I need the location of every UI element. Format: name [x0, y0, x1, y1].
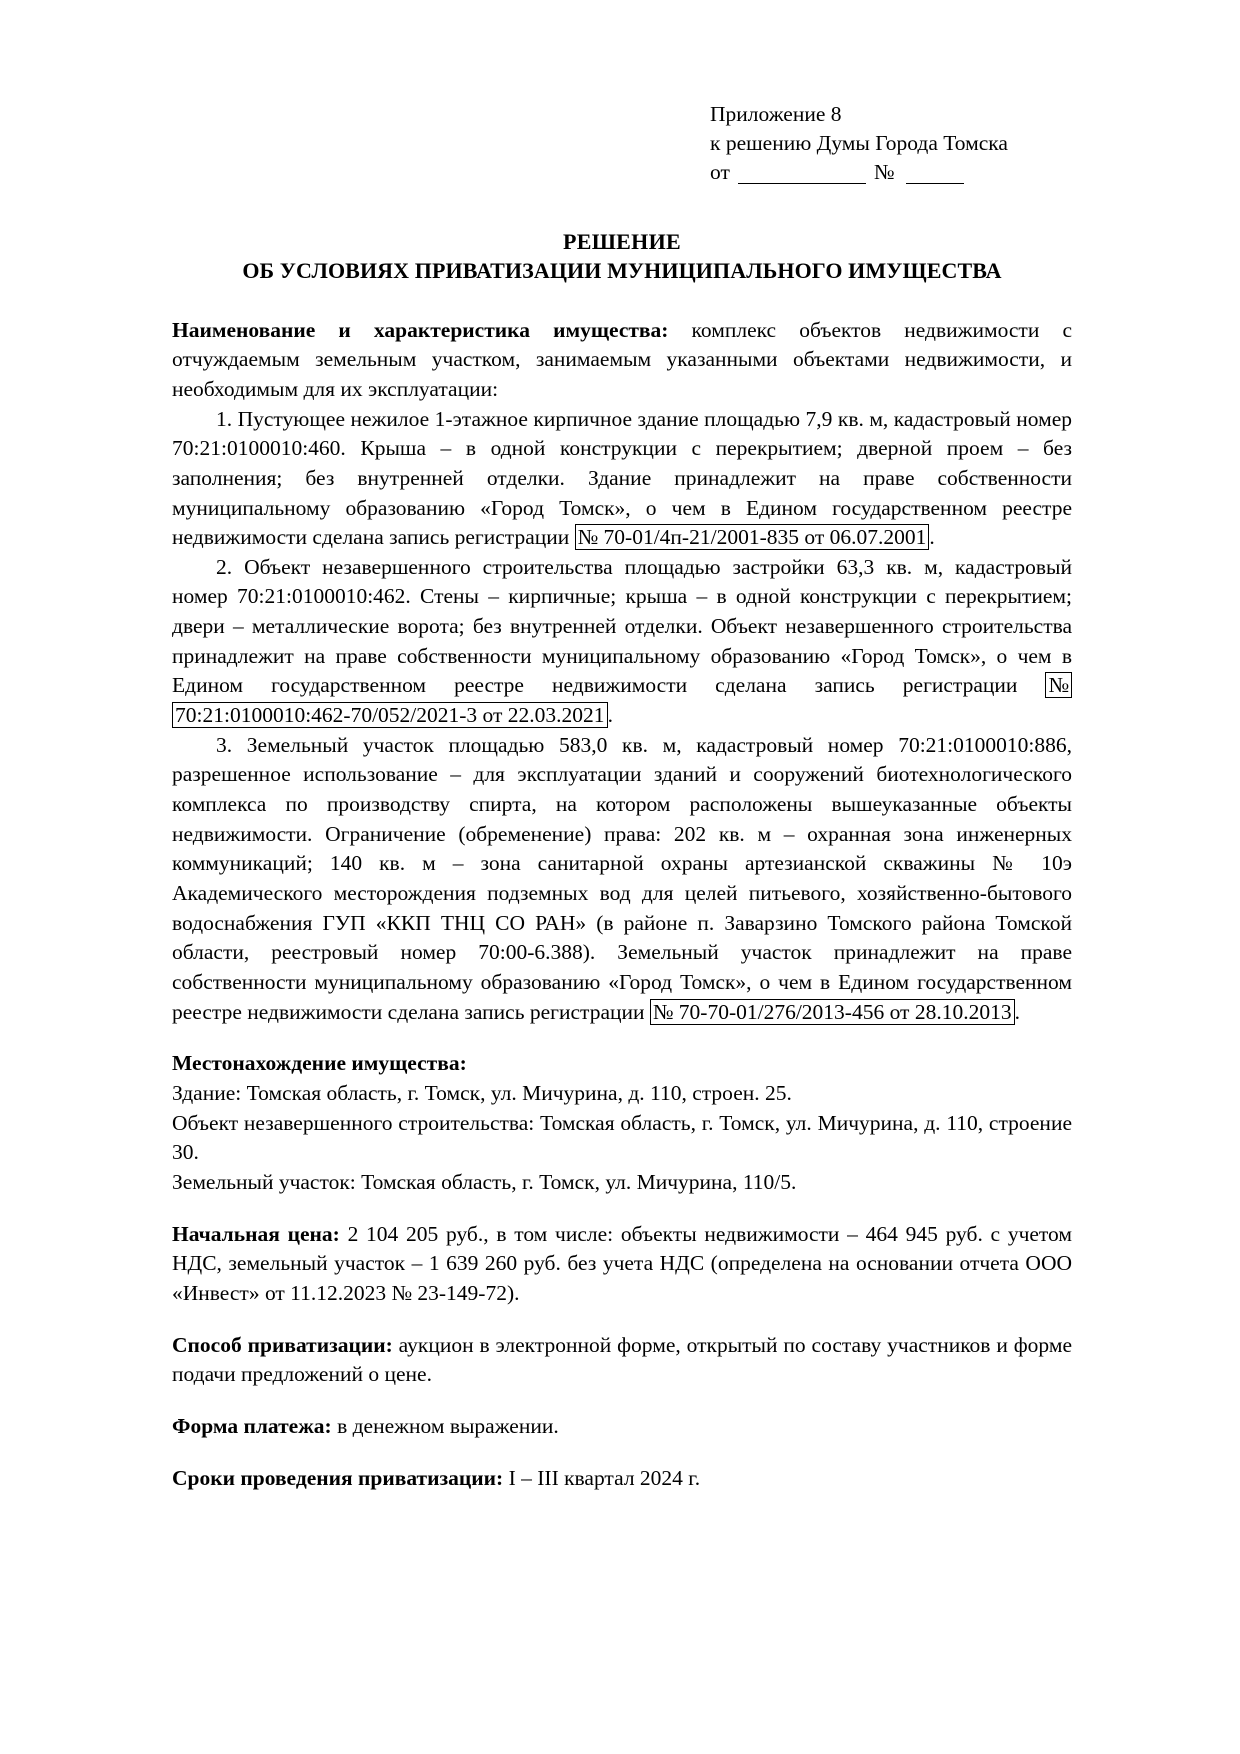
location-land-plot: Земельный участок: Томская область, г. Томск, ул. Мичурина, 110/5. [172, 1169, 797, 1194]
item-1-text: 1. Пустующее нежилое 1-этажное кирпичное здание площадью 7,9 кв. м, кадастровый номер 70:21:0100010:460. Крыша – в одной конструкции с перекрытием; дверной проем – без заполнения; без внутренней отделки. Здание принадлежит на праве собственности муниципальному образованию «Город Томск», о чем в Едином государственном реестре недвижимости сделана запись регистрации [172, 406, 1072, 550]
price-group [172, 1220, 1072, 1309]
property-item-3 [172, 731, 1072, 1028]
location-label: Местонахождение имущества: [172, 1051, 467, 1076]
payment-label: Форма платежа: [172, 1413, 332, 1438]
appendix-date-line [710, 158, 1072, 187]
property-name-label: Наименование и характеристика имущества: [172, 317, 669, 342]
appendix-number-blank[interactable] [906, 167, 964, 184]
location-building: Здание: Томская область, г. Томск, ул. Мичурина, д. 110, строен. 25. [172, 1080, 792, 1105]
item-1-text-end: . [929, 525, 935, 550]
title-line-1: РЕШЕНИЕ [563, 229, 681, 255]
payment-paragraph [172, 1412, 1072, 1442]
item-3-text-end: . [1014, 999, 1020, 1024]
appendix-date-blank[interactable] [738, 167, 866, 184]
terms-group [172, 1464, 1072, 1494]
method-paragraph [172, 1331, 1072, 1390]
item-2-text: 2. Объект незавершенного строительства площадью застройки 63,3 кв. м, кадастровый номер 70:21:0100010:462. Стены – кирпичные; крыша – в одной конструкции с перекрытием; двери – металлические ворота; без внутренней отделки. Объект незавершенного строительства принадлежит на праве собственности муниципальному образованию «Город Томск», о чем в Едином государственном реестре недвижимости сделана запись регистрации [172, 554, 1072, 698]
terms-label: Сроки проведения приватизации: [172, 1465, 504, 1490]
property-item-1 [172, 405, 1072, 553]
property-name-paragraph [172, 316, 1072, 405]
appendix-subtitle: к решению Думы Города Томска [710, 130, 1008, 155]
item-3-registration-box: № 70-70-01/276/2013-456 от 28.10.2013 [650, 999, 1015, 1025]
document-body [172, 316, 1072, 1494]
price-text: 2 104 205 руб., в том числе: объекты недвижимости – 464 945 руб. с учетом НДС, земельный участок – 1 639 260 руб. без учета НДС (определена на основании отчета ООО «Инвест» от 11.12.2023 № 23-149-72). [172, 1221, 1072, 1305]
item-2-registration-box: № 70:21:0100010:462-70/052/2021-3 от 22.03.2021 [172, 672, 1072, 728]
document-content [172, 100, 1072, 1493]
property-item-2 [172, 553, 1072, 731]
method-text: аукцион в электронной форме, открытый по составу участников и форме подачи предложений о цене. [172, 1332, 1072, 1387]
item-3-text: 3. Земельный участок площадью 583,0 кв. м, кадастровый номер 70:21:0100010:886, разрешенное использование – для эксплуатации зданий и сооружений биотехнологического комплекса по производству спирта, на котором расположены вышеуказанные объекты недвижимости. Ограничение (обременение) права: 202 кв. м – охранная зона инженерных коммуникаций; 140 кв. м – зона санитарной охраны артезианской скважины № 10э Академического месторождения подземных вод для целей питьевого, хозяйственно-бытового водоснабжения ГУП «ККП ТНЦ СО РАН» (в районе п. Заварзино Томского района Томской области, реестровый номер 70:00-6.388). Земельный участок принадлежит на праве собственности муниципальному образованию «Город Томск», о чем в Едином государственном реестре недвижимости сделана запись регистрации [172, 732, 1072, 1024]
item-2-text-end: . [607, 703, 613, 728]
property-name-text: комплекс объектов недвижимости с отчуждаемым земельным участком, занимаемым указанными объектами недвижимости, и необходимым для их эксплуатации: [172, 317, 1072, 401]
method-group [172, 1331, 1072, 1390]
location-unfinished-object: Объект незавершенного строительства: Томская область, г. Томск, ул. Мичурина, д. 110, строение 30. [172, 1110, 1072, 1165]
price-label: Начальная цена: [172, 1221, 340, 1246]
terms-text: I – III квартал 2024 г. [503, 1465, 701, 1490]
title-line-2: ОБ УСЛОВИЯХ ПРИВАТИЗАЦИИ МУНИЦИПАЛЬНОГО ИМУЩЕСТВА [242, 257, 1002, 283]
appendix-header [710, 100, 1072, 186]
payment-text: в денежном выражении. [331, 1413, 559, 1438]
appendix-number-label: № [873, 159, 895, 184]
terms-paragraph [172, 1464, 1072, 1494]
document-title [172, 228, 1072, 285]
price-paragraph [172, 1220, 1072, 1309]
appendix-title: Приложение 8 [710, 102, 842, 126]
payment-group [172, 1412, 1072, 1442]
item-1-registration-box: № 70-01/4п-21/2001-835 от 06.07.2001 [575, 524, 930, 550]
location-group [172, 1049, 1072, 1197]
appendix-from-label: от [710, 159, 730, 184]
method-label: Способ приватизации: [172, 1332, 393, 1357]
